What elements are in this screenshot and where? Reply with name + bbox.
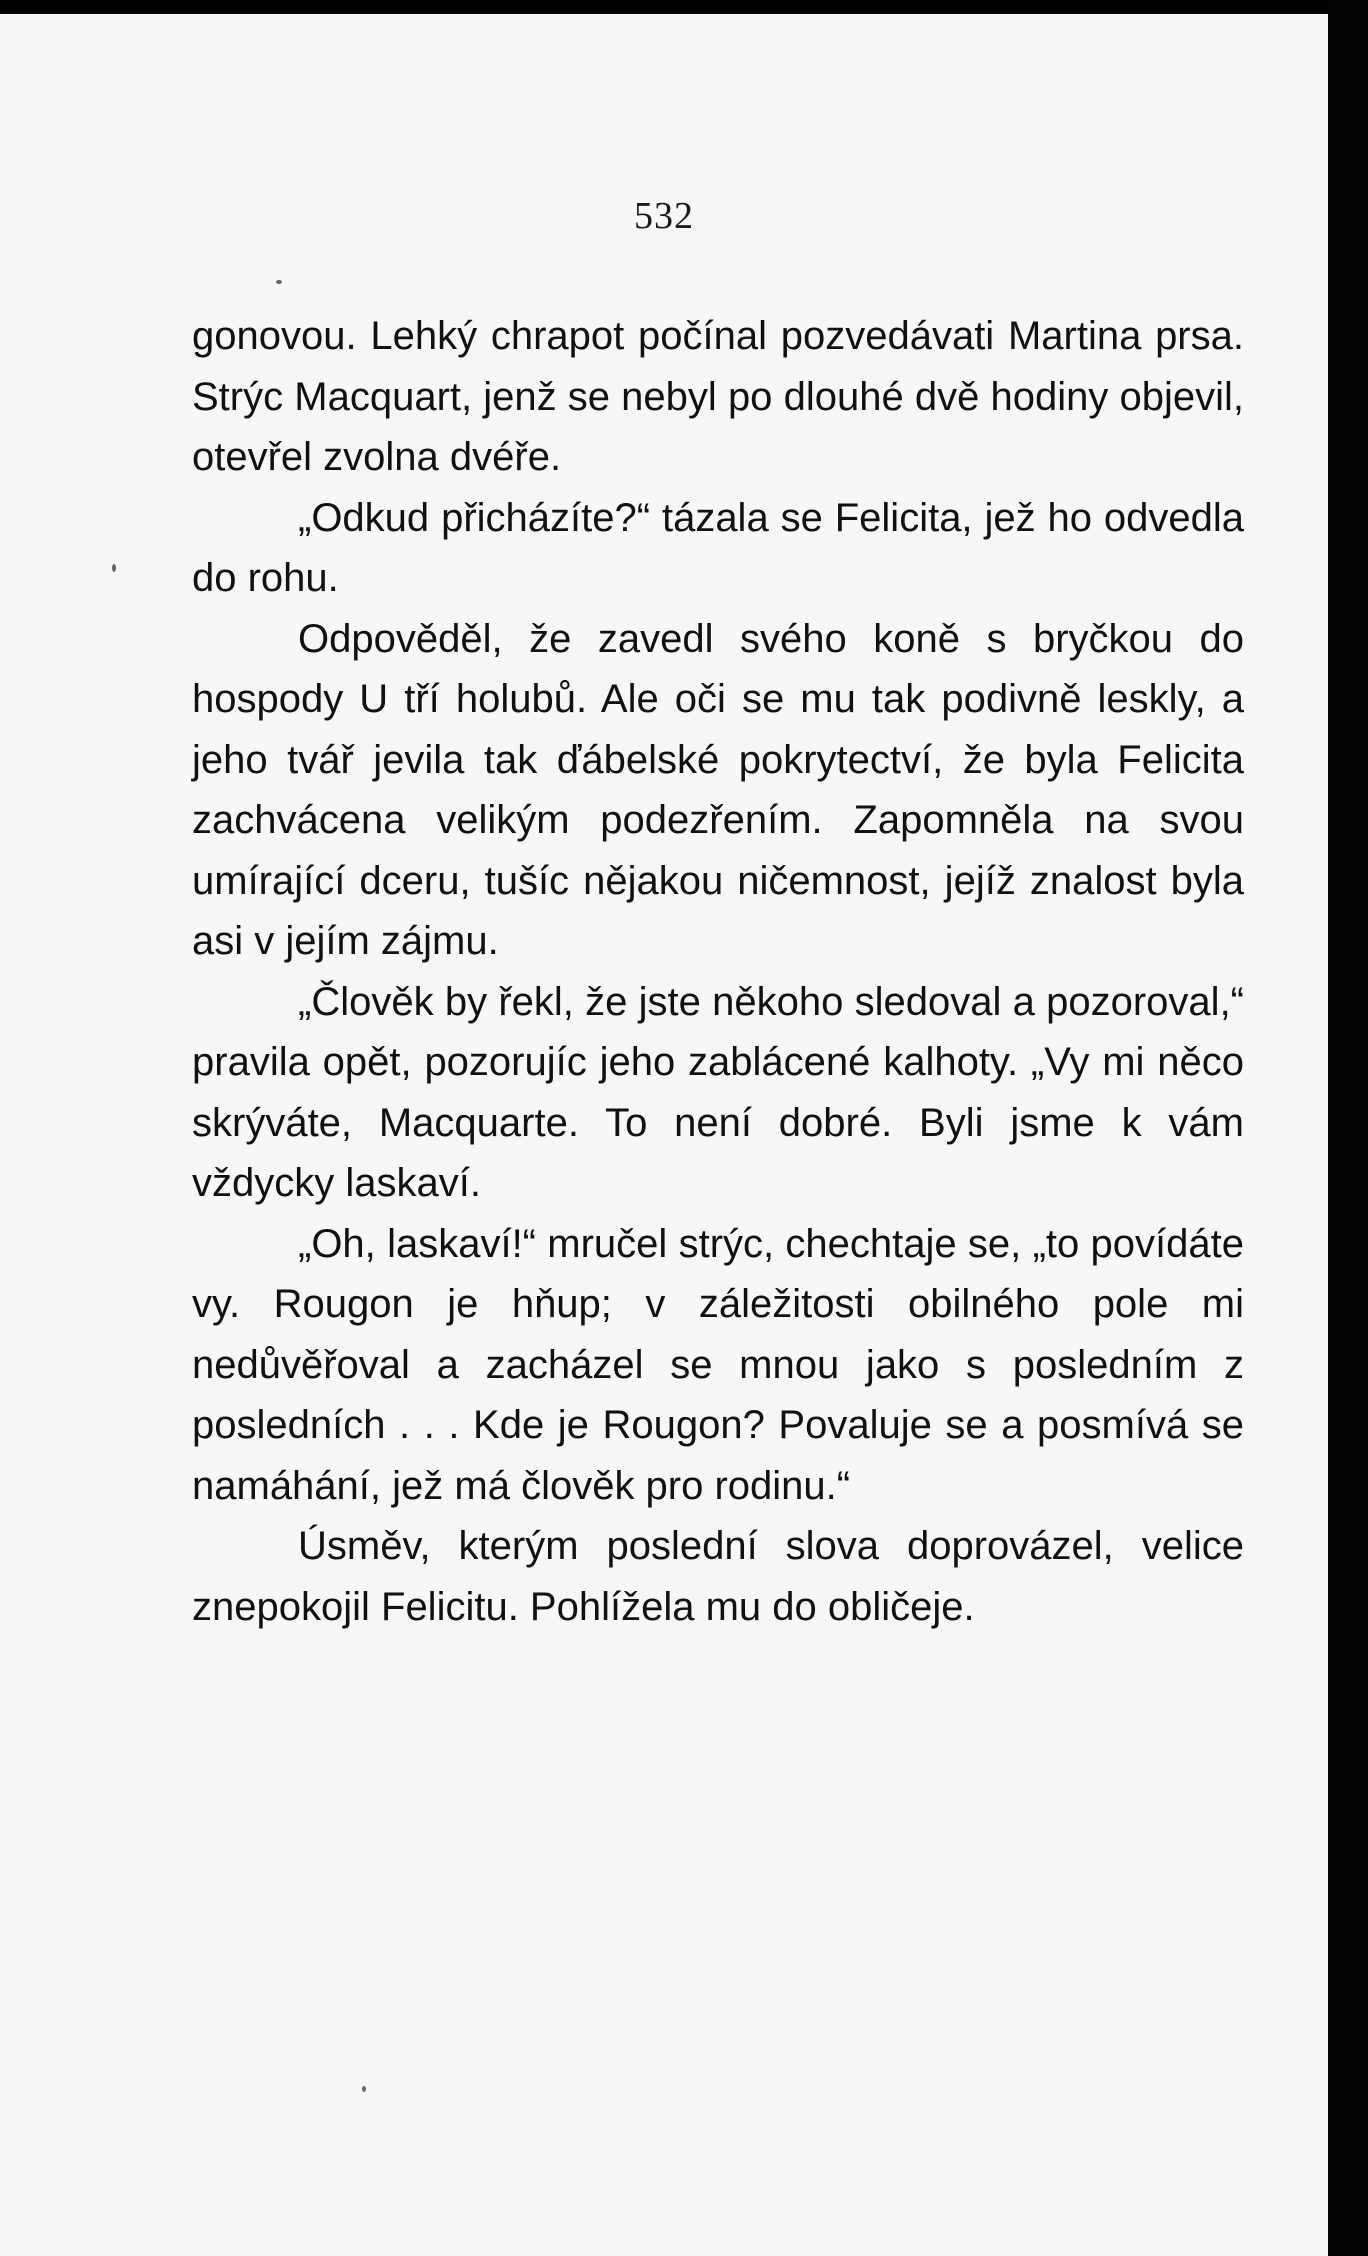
paragraph-2: „Odkud přicházíte?“ tázala se Felicita, jež ho odvedla do rohu. xyxy=(192,495,1244,600)
paragraph-6: Úsměv, kterým poslední slova doprovázel, velice znepokojil Felicitu. Pohlížela mu do obličeje. xyxy=(192,1524,1244,1629)
paragraph-4: „Člověk by řekl, že jste někoho sledoval a pozoroval,“ pravila opět, pozorujíc jeho zablácené kalhoty. „Vy mi něco skrýváte, Macquarte. To není dobré. Byli jsme k vám vždycky laskaví. xyxy=(192,979,1244,1205)
speck-mark xyxy=(362,2086,366,2092)
body-text xyxy=(192,306,1244,1637)
speck-mark xyxy=(276,280,282,284)
paragraph-1: gonovou. Lehký chrapot počínal pozvedávati Martina prsa. Strýc Macquart, jenž se nebyl po dlouhé dvě hodiny objevil, otevřel zvolna dvéře. xyxy=(192,314,1244,479)
paragraph-5: „Oh, laskaví!“ mručel strýc, chechtaje se, „to povídáte vy. Rougon je hňup; v záležitosti obilného pole mi nedůvěřoval a zacházel se mnou jako s posledním z posledních . . . Kde je Rougon? Povaluje se a posmívá se namáhání, jež má člověk pro rodinu.“ xyxy=(192,1221,1244,1508)
page-edge-shadow xyxy=(1328,0,1368,2256)
paragraph-3: Odpověděl, že zavedl svého koně s bryčkou do hospody U tří holubů. Ale oči se mu tak podivně leskly, a jeho tvář jevila tak ďábelské pokrytectví, že byla Felicita zachvácena velikým podezřením. Zapomněla na svou umírající dceru, tušíc nějakou ničemnost, jejíž znalost byla asi v jejím zájmu. xyxy=(192,616,1244,963)
speck-mark xyxy=(112,564,116,572)
book-page xyxy=(0,14,1328,2256)
page-number: 532 xyxy=(634,195,694,237)
